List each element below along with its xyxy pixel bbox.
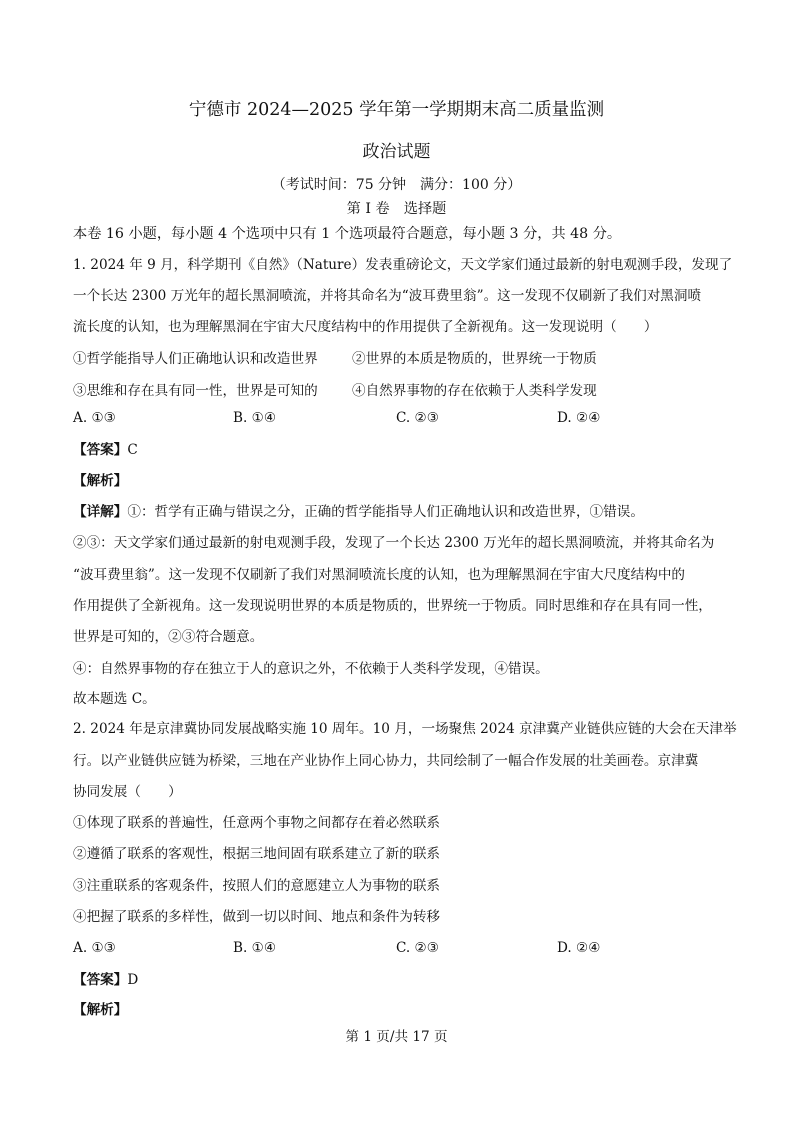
q2-analysis-tag: 【解析】 bbox=[73, 1002, 128, 1018]
exam-info: （考试时间：75 分钟 满分：100 分） bbox=[271, 177, 522, 193]
q1-answer bbox=[73, 441, 733, 459]
q2-statement: ④把握了联系的多样性，做到一切以时间、地点和条件为转移 bbox=[73, 909, 441, 925]
section-intro: 本卷 16 小题，每小题 4 个选项中只有 1 个选项最符合题意，每小题 3 分，共 48 分。 bbox=[73, 226, 622, 242]
q2-option-a: A. ①③ bbox=[73, 940, 116, 956]
q1-explanation-line: ④：自然界事物的存在独立于人的意识之外，不依赖于人类科学发现，④错误。 bbox=[73, 661, 549, 677]
q2-statement: ②遵循了联系的客观性，根据三地间固有联系建立了新的联系 bbox=[73, 846, 441, 862]
answer-value: C bbox=[127, 442, 138, 458]
q1-explanation-line: 作用提供了全新视角。这一发现说明世界的本质是物质的，世界统一于物质。同时思维和存在具有同一性， bbox=[73, 598, 712, 614]
answer-value: D bbox=[127, 972, 139, 988]
q1-stem-line: 一个长达 2300 万光年的超长黑洞喷流，并将其命名为“波耳费里翁”。这一发现不仅刷新了我们对黑洞喷 bbox=[73, 288, 702, 304]
q1-option-c: C. ②③ bbox=[396, 410, 439, 426]
q1-explanation-line: 世界是可知的，②③符合题意。 bbox=[73, 629, 264, 645]
q1-statement: ③思维和存在具有同一性，世界是可知的 bbox=[73, 383, 318, 399]
section-heading: 第 I 卷 选择题 bbox=[346, 201, 447, 217]
answer-tag: 【答案】 bbox=[73, 972, 128, 988]
exam-title: 宁德市 2024—2025 学年第一学期期末高二质量监测 bbox=[188, 100, 605, 120]
answer-tag: 【答案】 bbox=[73, 442, 128, 458]
q2-answer bbox=[73, 971, 733, 989]
q1-option-d: D. ②④ bbox=[557, 410, 601, 426]
q1-statement: ①哲学能指导人们正确地认识和改造世界 bbox=[73, 351, 318, 367]
q2-option-d: D. ②④ bbox=[557, 940, 601, 956]
page-footer: 第 1 页/共 17 页 bbox=[345, 1029, 448, 1045]
detail-text: ①：哲学有正确与错误之分，正确的哲学能指导人们正确地认识和改造世界，①错误。 bbox=[127, 504, 644, 520]
q1-option-a: A. ①③ bbox=[73, 410, 116, 426]
q2-option-c: C. ②③ bbox=[396, 940, 439, 956]
q1-stem-line: 1. 2024 年 9 月，科学期刊《自然》（Nature）发表重磅论文，天文学家们通过最新的射电观测手段，发现了 bbox=[73, 257, 733, 273]
q1-option-b: B. ①④ bbox=[233, 410, 277, 426]
q2-stem-line: 协同发展（ ） bbox=[73, 784, 182, 800]
q2-option-b: B. ①④ bbox=[233, 940, 277, 956]
q1-statement: ②世界的本质是物质的，世界统一于物质 bbox=[352, 351, 597, 367]
q1-detail-line bbox=[73, 503, 733, 521]
q1-statement: ④自然界事物的存在依赖于人类科学发现 bbox=[352, 383, 597, 399]
q2-statement: ③注重联系的客观条件，按照人们的意愿建立人为事物的联系 bbox=[73, 878, 441, 894]
subject-title: 政治试题 bbox=[362, 142, 431, 162]
detail-tag: 【详解】 bbox=[73, 504, 128, 520]
q1-explanation-line: “波耳费里翁”。这一发现不仅刷新了我们对黑洞喷流长度的认知，也为理解黑洞在宇宙大尺度结构中的 bbox=[73, 567, 686, 583]
q1-explanation-line: ②③：天文学家们通过最新的射电观测手段，发现了一个长达 2300 万光年的超长黑洞喷流，并将其命名为 bbox=[73, 535, 715, 551]
q2-stem-line: 2. 2024 年是京津冀协同发展战略实施 10 周年。10 月，一场聚焦 2024 京津冀产业链供应链的大会在天津举 bbox=[73, 721, 737, 737]
q1-analysis-tag: 【解析】 bbox=[73, 473, 128, 489]
q2-statement: ①体现了联系的普遍性，任意两个事物之间都存在着必然联系 bbox=[73, 815, 441, 831]
q2-stem-line: 行。以产业链供应链为桥梁，三地在产业协作上同心协力，共同绘制了一幅合作发展的壮美画卷。京津冀 bbox=[73, 753, 699, 769]
q1-stem-line: 流长度的认知，也为理解黑洞在宇宙大尺度结构中的作用提供了全新视角。这一发现说明（ ） bbox=[73, 319, 658, 335]
q1-conclusion: 故本题选 C。 bbox=[73, 691, 156, 707]
